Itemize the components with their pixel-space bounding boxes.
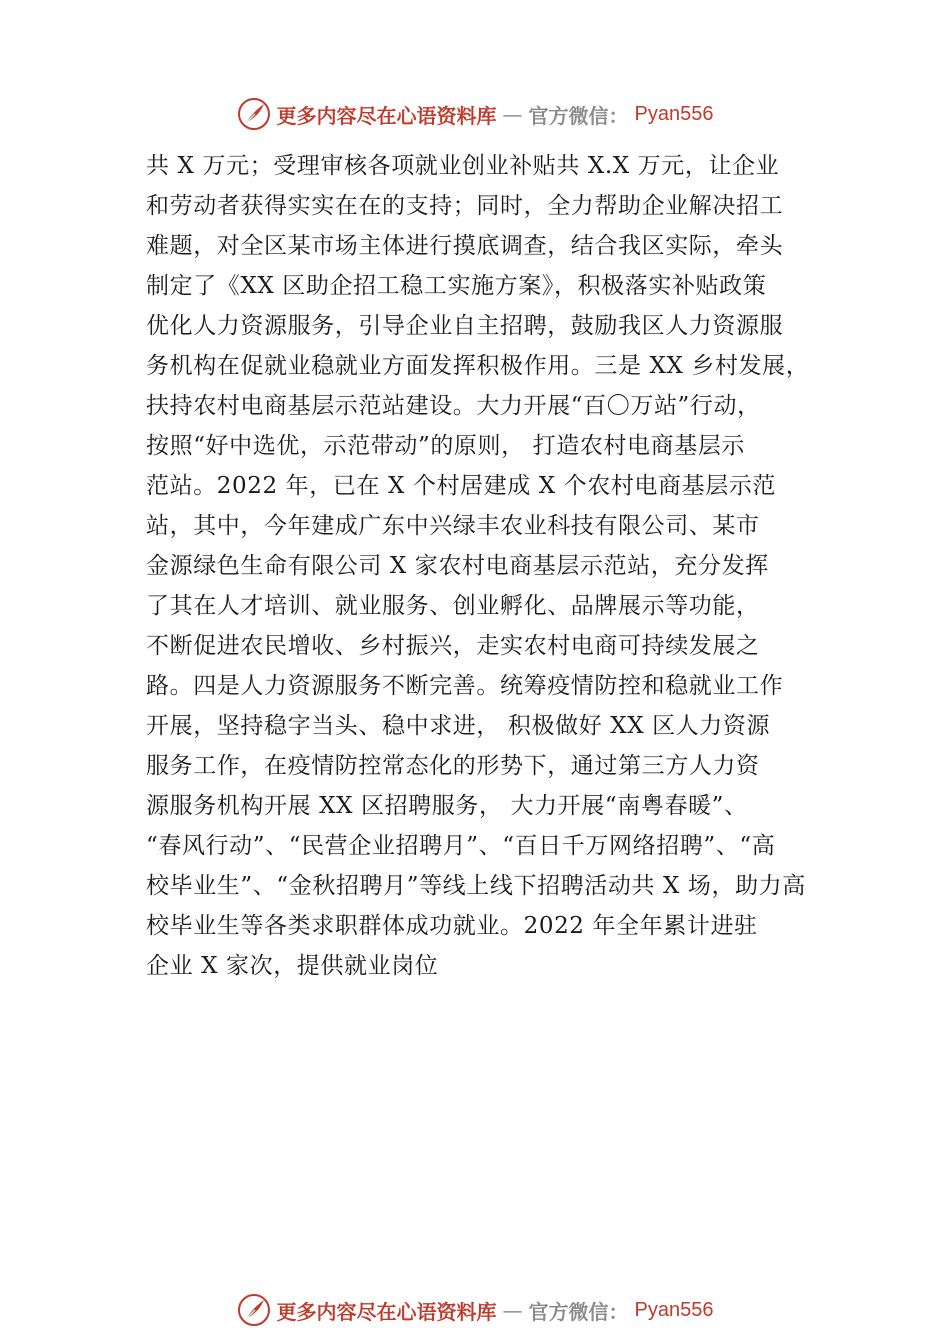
footer-watermark xyxy=(0,1290,950,1330)
body-line: 不断促进农民增收、乡村振兴，走实农村电商可持续发展之 xyxy=(146,633,760,659)
watermark-separator: — xyxy=(502,1298,523,1322)
watermark-site-text: 更多内容尽在心语资料库 xyxy=(276,1299,497,1324)
body-line: 优化人力资源服务，引导企业自主招聘，鼓励我区人力资源服 xyxy=(146,313,784,339)
watermark-wechat-id: Pyan556 xyxy=(634,102,714,125)
body-line: 了其在人才培训、就业服务、创业孵化、品牌展示等功能， xyxy=(146,593,760,619)
body-line: 站，其中，今年建成广东中兴绿丰农业科技有限公司、某市 xyxy=(146,513,760,539)
body-line: 和劳动者获得实实在在的支持；同时，全力帮助企业解决招工 xyxy=(146,193,784,219)
body-line: 开展，坚持稳字当头、稳中求进， 积极做好 XX 区人力资源 xyxy=(146,713,771,739)
watermark-wechat-label: 官方微信： xyxy=(528,1299,629,1324)
body-line: 共 X 万元；受理审核各项就业创业补贴共 X.X 万元，让企业 xyxy=(146,153,780,179)
body-line: 校毕业生”、“金秋招聘月”等线上线下招聘活动共 X 场，助力高 xyxy=(146,873,806,899)
document-body xyxy=(146,146,816,986)
body-line: 金源绿色生命有限公司 X 家农村电商基层示范站，充分发挥 xyxy=(146,553,769,579)
quill-logo-icon xyxy=(237,97,271,131)
body-line: 难题，对全区某市场主体进行摸底调查，结合我区实际，牵头 xyxy=(146,233,784,259)
quill-logo-icon xyxy=(237,1293,271,1327)
body-line: “春风行动”、“民营企业招聘月”、“百日千万网络招聘”、“高 xyxy=(146,833,776,859)
header-watermark xyxy=(0,94,950,134)
body-line: 扶持农村电商基层示范站建设。大力开展“百〇万站”行动， xyxy=(146,393,761,419)
body-line: 制定了《XX 区助企招工稳工实施方案》，积极落实补贴政策 xyxy=(146,273,767,299)
body-line: 企业 X 家次，提供就业岗位 xyxy=(146,953,439,979)
body-line: 服务工作，在疫情防控常态化的形势下，通过第三方人力资 xyxy=(146,753,760,779)
watermark-wechat-id: Pyan556 xyxy=(634,1298,714,1321)
body-line: 源服务机构开展 XX 区招聘服务， 大力开展“南粤春暖”、 xyxy=(146,793,748,819)
body-line: 按照“好中选优，示范带动”的原则， 打造农村电商基层示 xyxy=(146,433,746,459)
body-line: 范站。2022 年，已在 X 个村居建成 X 个农村电商基层示范 xyxy=(146,473,777,499)
watermark-site-text: 更多内容尽在心语资料库 xyxy=(276,103,497,128)
watermark-separator: — xyxy=(502,102,523,126)
body-line: 校毕业生等各类求职群体成功就业。2022 年全年累计进驻 xyxy=(146,913,758,939)
watermark-wechat-label: 官方微信： xyxy=(528,103,629,128)
body-line: 务机构在促就业稳就业方面发挥积极作用。三是 XX 乡村发展， xyxy=(146,353,810,379)
body-line: 路。四是人力资源服务不断完善。统筹疫情防控和稳就业工作 xyxy=(146,673,784,699)
